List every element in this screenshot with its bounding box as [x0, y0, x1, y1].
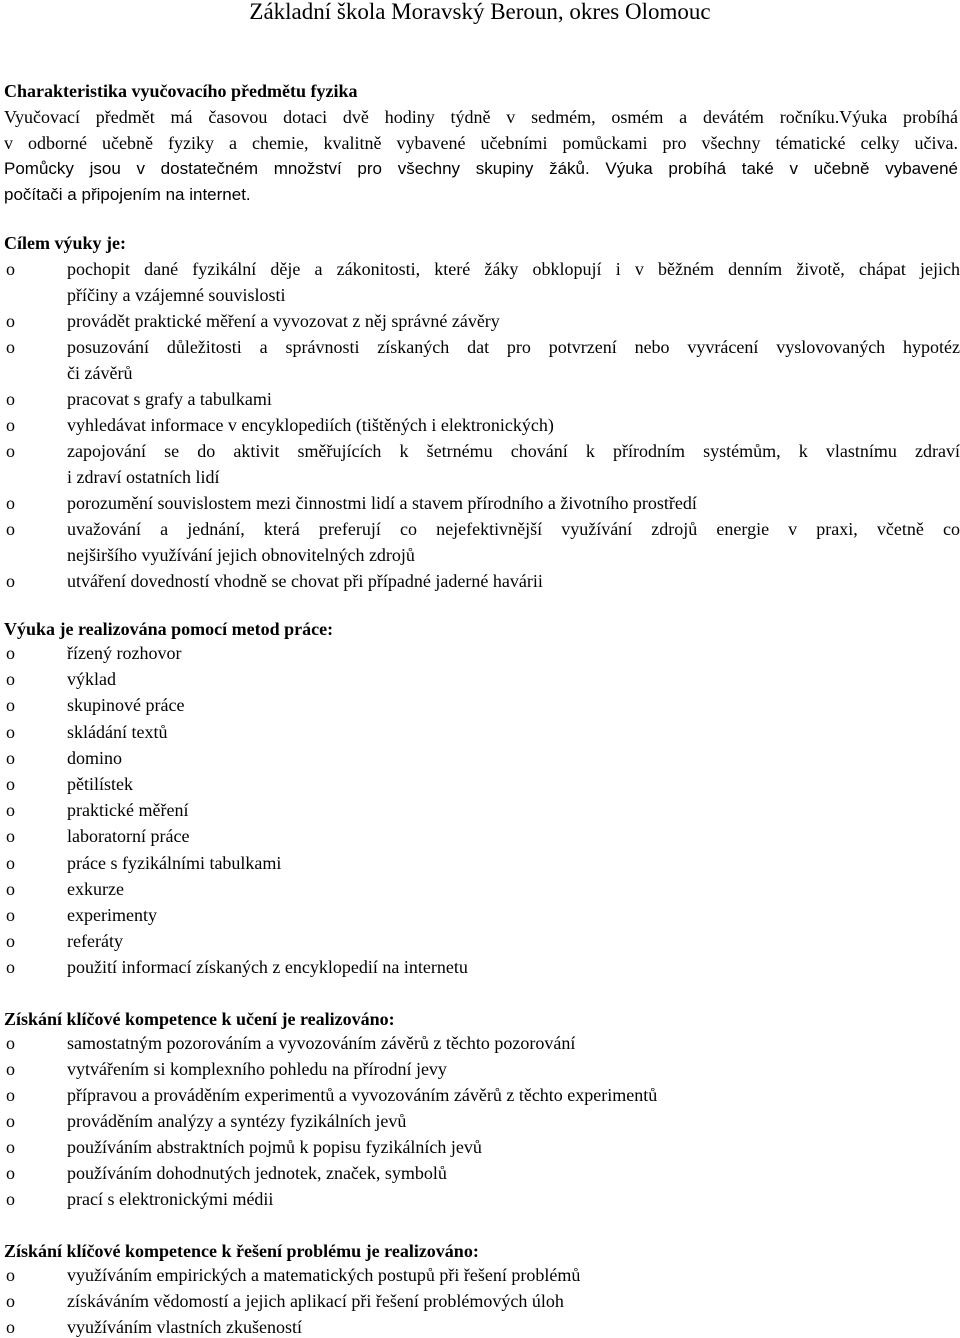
bullet-marker: o: [6, 441, 15, 461]
bullet-marker: o: [6, 747, 15, 768]
section-heading-goals: Cílem výuky je:: [4, 233, 126, 253]
bullet-marker: o: [6, 1111, 15, 1131]
section-heading-methods: Výuka je realizována pomocí metod práce:: [4, 619, 334, 639]
characteristics-line-2: v odborné učebně fyziky a chemie, kvalitně vybavené učebními pomůckami pro všechny tématické celky učiva.: [4, 133, 958, 153]
goal-item-text: posuzování důležitosti a správnosti získaných dat pro potvrzení nebo vyvrácení vyslovovaných hypotéz: [67, 337, 960, 357]
bullet-marker: o: [6, 905, 15, 925]
bullet-marker: o: [6, 337, 15, 357]
learning-competence-item-text: vytvářením si komplexního pohledu na přírodní jevy: [67, 1059, 447, 1079]
bullet-marker: o: [6, 1033, 15, 1053]
characteristics-line-1: Vyučovací předmět má časovou dotaci dvě hodiny týdně v sedmém, osmém a devátém ročníku.Výuka probíhá: [4, 107, 958, 127]
goal-item-text: utváření dovedností vhodně se chovat při případné jaderné havárii: [67, 571, 543, 591]
goal-item-text-continued: či závěrů: [67, 363, 133, 383]
goal-item-text-continued: příčiny a vzájemné souvislosti: [67, 285, 286, 305]
bullet-marker: o: [6, 1163, 15, 1183]
bullet-marker: o: [6, 1317, 15, 1337]
bullet-marker: o: [6, 800, 15, 821]
bullet-marker: o: [6, 695, 15, 716]
learning-competence-item-text: používáním abstraktních pojmů k popisu fyzikálních jevů: [67, 1137, 482, 1157]
bullet-marker: o: [6, 571, 15, 591]
method-item-text: pětilístek: [67, 774, 133, 794]
goal-item-text: provádět praktické měření a vyvozovat z něj správné závěry: [67, 311, 500, 331]
bullet-marker: o: [6, 957, 15, 978]
bullet-marker: o: [6, 721, 15, 742]
page-header-title: Základní škola Moravský Beroun, okres Olomouc: [249, 0, 711, 24]
problem-solving-competence-item-text: využíváním vlastních zkušeností: [67, 1317, 302, 1337]
problem-solving-competence-item-text: využíváním empirických a matematických postupů při řešení problémů: [67, 1265, 581, 1285]
section-heading-problem-solving-competence: Získání klíčové kompetence k řešení problému je realizováno:: [4, 1241, 479, 1261]
bullet-marker: o: [6, 1059, 15, 1079]
section-heading-learning-competence: Získání klíčové kompetence k učení je realizováno:: [4, 1009, 395, 1029]
method-item-text: referáty: [67, 931, 123, 952]
learning-competence-item-text: přípravou a prováděním experimentů a vyvozováním závěrů z těchto experimentů: [67, 1085, 658, 1105]
method-item-text: výklad: [67, 669, 116, 690]
goal-item-text: vyhledávat informace v encyklopediích (tištěných i elektronických): [67, 415, 554, 435]
method-item-text: práce s fyzikálními tabulkami: [67, 852, 282, 873]
method-item-text: praktické měření: [67, 800, 189, 821]
bullet-marker: o: [6, 931, 15, 952]
bullet-marker: o: [6, 1265, 15, 1285]
bullet-marker: o: [6, 519, 15, 539]
learning-competence-item-text: samostatným pozorováním a vyvozováním závěrů z těchto pozorování: [67, 1033, 576, 1053]
goal-item-text: pracovat s grafy a tabulkami: [67, 389, 272, 409]
bullet-marker: o: [6, 669, 15, 690]
bullet-marker: o: [6, 774, 15, 794]
bullet-marker: o: [6, 852, 15, 873]
goal-item-text-continued: nejširšího využívání jejich obnovitelných zdrojů: [67, 545, 415, 565]
method-item-text: exkurze: [67, 878, 124, 899]
goal-item-text: porozumění souvislostem mezi činnostmi lidí a stavem přírodního a životního prostředí: [67, 493, 697, 513]
bullet-marker: o: [6, 493, 15, 513]
method-item-text: experimenty: [67, 905, 157, 925]
method-item-text: skupinové práce: [67, 695, 185, 716]
goal-item-text: uvažování a jednání, která preferují co nejefektivnější využívání zdrojů energie v praxi, včetně co: [67, 519, 960, 539]
bullet-marker: o: [6, 1189, 15, 1209]
method-item-text: použití informací získaných z encyklopedií na internetu: [67, 957, 468, 978]
bullet-marker: o: [6, 389, 15, 409]
problem-solving-competence-item-text: získáváním vědomostí a jejich aplikací při řešení problémových úloh: [67, 1291, 564, 1311]
goal-item-text: pochopit dané fyzikální děje a zákonitosti, které žáky obklopují i v běžném denním životě, chápat jejich: [67, 259, 960, 279]
section-heading-characteristics: Charakteristika vyučovacího předmětu fyzika: [4, 81, 358, 101]
bullet-marker: o: [6, 643, 15, 663]
goal-item-text: zapojování se do aktivit směřujících k šetrnému chování k přírodním systémům, k vlastnímu zdraví: [67, 441, 960, 461]
method-item-text: řízený rozhovor: [67, 643, 182, 663]
method-item-text: skládání textů: [67, 721, 168, 742]
learning-competence-item-text: prováděním analýzy a syntézy fyzikálních jevů: [67, 1111, 407, 1131]
bullet-marker: o: [6, 1085, 15, 1105]
characteristics-line-4: počítači a připojením na internet.: [4, 185, 251, 204]
learning-competence-item-text: prací s elektronickými médii: [67, 1189, 274, 1209]
bullet-marker: o: [6, 311, 15, 331]
method-item-text: domino: [67, 747, 123, 768]
learning-competence-item-text: používáním dohodnutých jednotek, značek, symbolů: [67, 1163, 447, 1183]
goal-item-text-continued: i zdraví ostatních lidí: [67, 467, 220, 487]
bullet-marker: o: [6, 415, 15, 435]
bullet-marker: o: [6, 1137, 15, 1157]
bullet-marker: o: [6, 259, 15, 279]
bullet-marker: o: [6, 878, 15, 899]
characteristics-line-3: Pomůcky jsou v dostatečném množství pro všechny skupiny žáků. Výuka probíhá také v učebně vybavené: [4, 159, 958, 178]
method-item-text: laboratorní práce: [67, 826, 190, 847]
bullet-marker: o: [6, 826, 15, 847]
bullet-marker: o: [6, 1291, 15, 1311]
